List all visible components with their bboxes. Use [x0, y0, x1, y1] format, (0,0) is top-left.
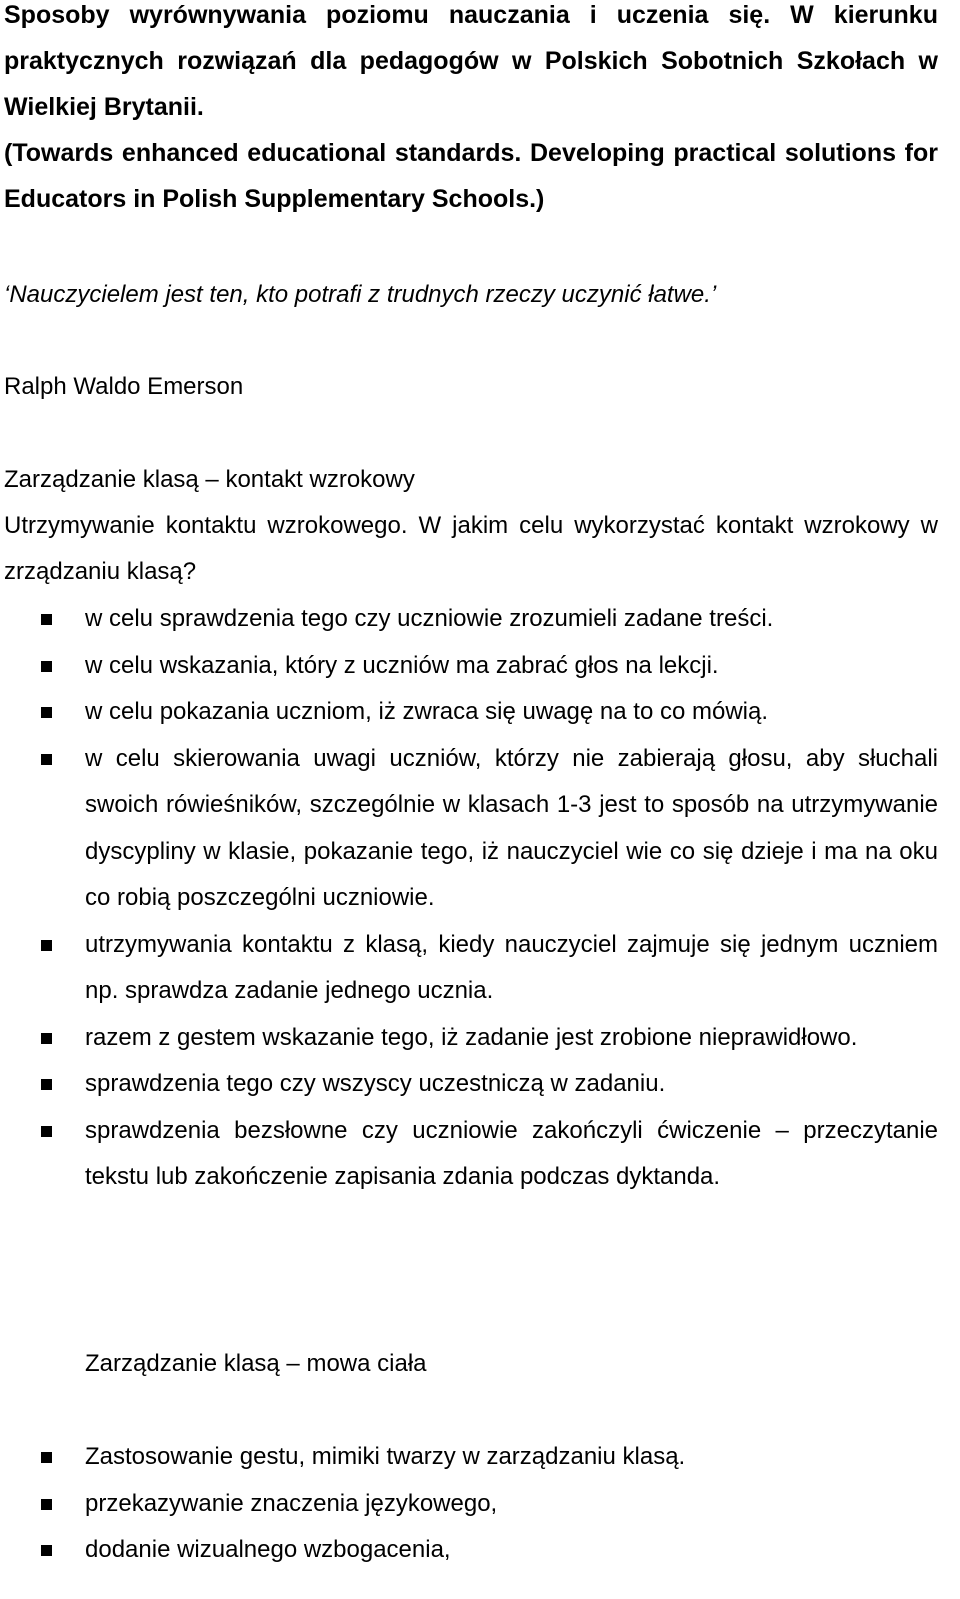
- document-title-english: (Towards enhanced educational standards. Developing practical solutions for Educators in Polish Supplementary Schools.): [4, 139, 938, 213]
- eye-contact-bullet-list: [0, 596, 960, 1201]
- list-item-text: w celu sprawdzenia tego czy uczniowie zrozumieli zadane treści.: [85, 605, 774, 632]
- list-item: [0, 1481, 938, 1528]
- square-bullet-icon: [41, 1079, 52, 1090]
- body-language-bullet-list: [0, 1434, 960, 1574]
- list-item: [0, 596, 938, 643]
- list-item: [0, 1061, 938, 1108]
- list-item: [0, 736, 938, 922]
- list-item-text: sprawdzenia bezsłowne czy uczniowie zakończyli ćwiczenie – przeczytanie tekstu lub zakończenie zapisania zdania podczas dyktanda.: [85, 1116, 938, 1190]
- list-item: [0, 1108, 938, 1201]
- square-bullet-icon: [41, 1126, 52, 1137]
- quote-author: Ralph Waldo Emerson: [4, 373, 244, 400]
- section-heading-body-language: Zarządzanie klasą – mowa ciała: [85, 1350, 427, 1377]
- square-bullet-icon: [41, 940, 52, 951]
- square-bullet-icon: [41, 661, 52, 672]
- square-bullet-icon: [41, 1452, 52, 1463]
- list-item-text: utrzymywania kontaktu z klasą, kiedy nauczyciel zajmuje się jednym uczniem np. sprawdza zadanie jednego ucznia.: [85, 930, 938, 1004]
- document-title-polish: Sposoby wyrównywania poziomu nauczania i uczenia się. W kierunku praktycznych rozwiązań dla pedagogów w Polskich Sobotnich Szkołach w Wielkiej Brytanii.: [4, 1, 938, 121]
- square-bullet-icon: [41, 754, 52, 765]
- list-item-text: Zastosowanie gestu, mimiki twarzy w zarządzaniu klasą.: [85, 1443, 686, 1470]
- list-item: [0, 1527, 938, 1574]
- list-item-text: w celu pokazania uczniom, iż zwraca się uwagę na to co mówią.: [85, 698, 768, 725]
- list-item: [0, 643, 938, 690]
- list-item-text: dodanie wizualnego wzbogacenia,: [85, 1536, 451, 1563]
- list-item: [0, 922, 938, 1015]
- section-heading-eye-contact: Zarządzanie klasą – kontakt wzrokowy: [4, 466, 415, 493]
- square-bullet-icon: [41, 614, 52, 625]
- list-item-text: przekazywanie znaczenia językowego,: [85, 1489, 498, 1517]
- square-bullet-icon: [41, 1545, 52, 1556]
- square-bullet-icon: [41, 1499, 52, 1510]
- epigraph-quote: ‘Nauczycielem jest ten, kto potrafi z trudnych rzeczy uczynić łatwe.’: [4, 281, 717, 308]
- list-item-text: razem z gestem wskazanie tego, iż zadanie jest zrobione nieprawidłowo.: [85, 1023, 858, 1051]
- square-bullet-icon: [41, 707, 52, 718]
- list-item: [0, 1015, 938, 1062]
- list-item-text: sprawdzenia tego czy wszyscy uczestniczą w zadaniu.: [85, 1070, 666, 1097]
- square-bullet-icon: [41, 1033, 52, 1044]
- section-intro-paragraph: Utrzymywanie kontaktu wzrokowego. W jakim celu wykorzystać kontakt wzrokowy w zrządzaniu klasą?: [4, 512, 938, 585]
- list-item: [0, 689, 938, 736]
- list-item: [0, 1434, 938, 1481]
- list-item-text: w celu wskazania, który z uczniów ma zabrać głos na lekcji.: [85, 651, 719, 679]
- list-item-text: w celu skierowania uwagi uczniów, którzy nie zabierają głosu, aby słuchali swoich rówieśników, szczególnie w klasach 1-3 jest to sposób na utrzymywanie dyscypliny w klasie, pokazanie tego, iż nauczyciel wie co się dzieje i ma na oku co robią poszczególni uczniowie.: [85, 744, 938, 911]
